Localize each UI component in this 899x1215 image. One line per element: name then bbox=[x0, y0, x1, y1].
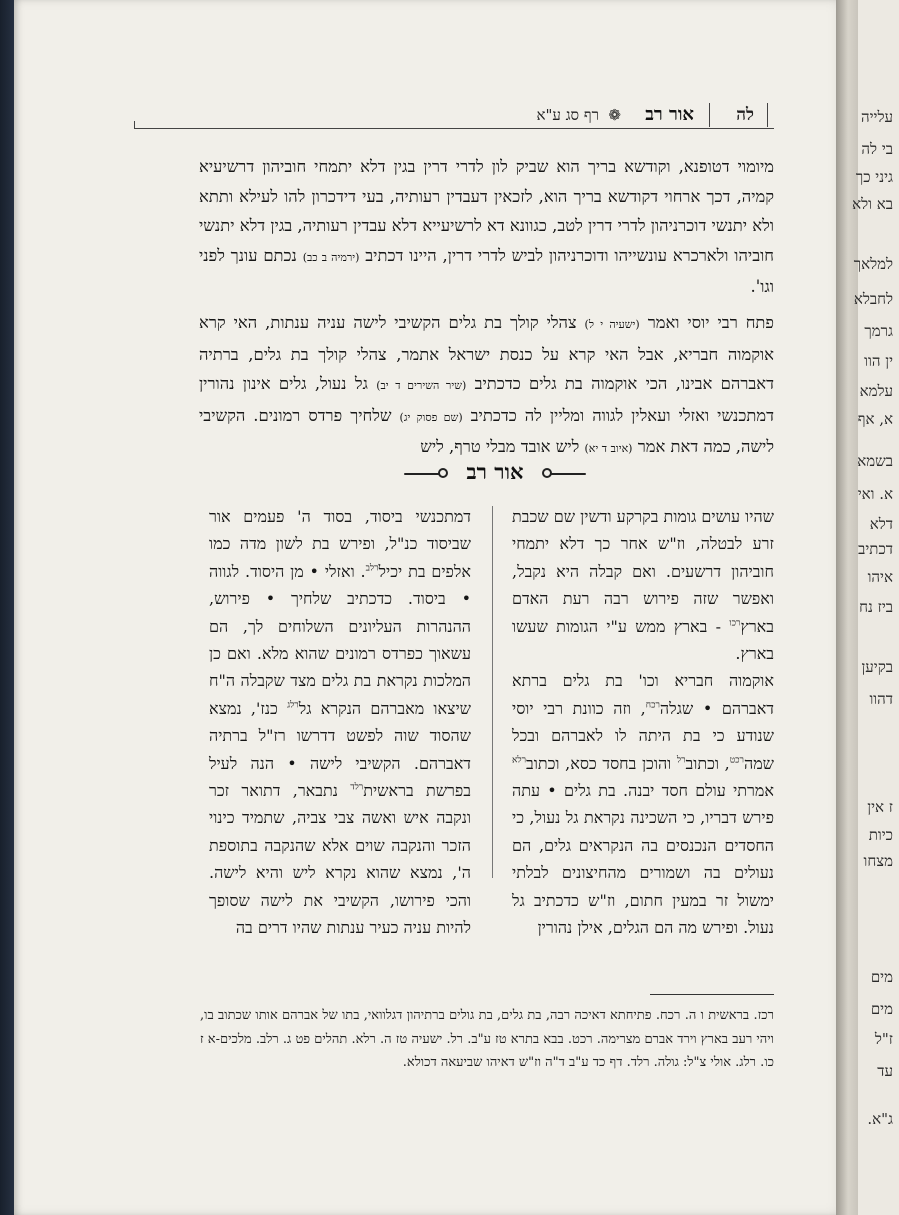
source-citation: (שם פסוק יג) bbox=[399, 410, 463, 424]
commentary-span: נתבאר, דתואר זכר ונקבה איש ואשה צבי צביה, שתמיד כינוי הזכר והנקבה שוים אלא שהנקבה בתוספת ה', נמצא שהוא נקרא ליש והיא לישה. והכי פירושו, הקשיבי את לישה שסופך להיות עניה כעיר ענתות שהיו דרים בה bbox=[209, 781, 471, 938]
header-tick bbox=[134, 121, 135, 129]
facing-page-text-fragment: א. ואי bbox=[857, 485, 893, 503]
commentary-text bbox=[512, 503, 774, 667]
facing-page-text-fragment: מצחו bbox=[863, 852, 893, 870]
paragraph-text: ליש אובד מבלי טרף, ליש bbox=[420, 437, 580, 457]
footnote-marker: רכט bbox=[729, 755, 744, 766]
book-spine-edge bbox=[0, 0, 14, 1215]
main-paragraph bbox=[199, 308, 774, 464]
facing-page-text-fragment: למלאך bbox=[853, 255, 893, 273]
facing-page-text-fragment: עלייה bbox=[861, 108, 893, 126]
page-header bbox=[134, 103, 774, 129]
commentary-span: - בארץ ממש ע"י הגומות שעשו בארץ. bbox=[512, 616, 774, 664]
facing-page-text-fragment: גיני כך bbox=[855, 168, 893, 186]
facing-page-text-fragment: מים bbox=[870, 968, 893, 986]
section-divider bbox=[404, 457, 586, 491]
facing-page-text-fragment: ביז נח bbox=[859, 598, 893, 616]
paragraph-text: מיומוי דטופנא, וקודשא בריך הוא שביק לון לדרי דרין בגין דלא יתמחי חוביהון דרשיעיא קמיה, דכך ארחוי דקודשא בריך הוא, לזכאין דעבדין רעותיה, בעי דידכרון להו לעילא ותתא ולא יתנשי דוכרניהון לדרי דרין לטב, כגוונא דא לרשיעייא דלא עבדין רעותיה, בגין דלא יתנשי חוביהו ולארכרא עונשייהו ודוכרניהון לביש לדרי דרין, היינו דכתיב bbox=[199, 157, 774, 265]
book-page bbox=[14, 0, 852, 1215]
facing-page-edge bbox=[852, 0, 899, 1215]
source-citation: (שיר השירים ד יב) bbox=[376, 379, 467, 393]
main-text bbox=[199, 152, 774, 464]
facing-page-text-fragment: עלמא bbox=[859, 382, 893, 400]
source-citation: (ירמיה ב כב) bbox=[302, 250, 360, 264]
source-citation: (ישעיה י ל) bbox=[584, 317, 640, 331]
facing-page-text-fragment: מים bbox=[870, 1000, 893, 1018]
commentary-span: , וזה כוונת רבי יוסי שנודע כי בת היתה לו לאברהם ובכל שמה bbox=[512, 698, 774, 773]
facing-page-text-fragment: עד bbox=[877, 1062, 893, 1080]
facing-page-text-fragment: איהו bbox=[867, 568, 893, 586]
commentary-span: דמתכנשי ביסוד, בסוד ה' פעמים אור שביסוד כנ"ל, ופירש בת לשון מדה כמו אלפים בת יכיל bbox=[209, 507, 472, 581]
footnote-marker: רל bbox=[676, 755, 686, 766]
commentary-span: . ואזלי • מן היסוד. לגווה • ביסוד. כדכתיב שלחיך • פירוש, ההנהרות העליונים השלוחים לך, הם עשאוך כפרדס רמונים שהוא מלא. ואם כן המלכות נקראת בת גלים מצד שקבלה ה"ח שיצאו מאברהם הנקרא גל bbox=[209, 561, 472, 718]
commentary-text bbox=[512, 667, 774, 941]
footnote-marker: רלד bbox=[350, 782, 364, 793]
facing-page-text-fragment: דכתיב bbox=[858, 540, 893, 558]
main-paragraph bbox=[199, 152, 774, 302]
running-title: אור רב bbox=[645, 104, 694, 125]
footnote-marker: רכח bbox=[645, 700, 660, 711]
commentary-span: שהיו עושים גומות בקרקע ודשין שם שכבת זרע לבטלה, וז"ש אחר כך דלא יתמחי חוביהון דרשעים. ואם קבלה היא נקבל, ואפשר שזה פירוש רבה רעת האדם בארץ bbox=[512, 507, 774, 636]
facing-page-text-fragment: ז אין bbox=[867, 798, 893, 816]
facing-page-text-fragment: בקיען bbox=[861, 658, 893, 676]
paragraph-text: פתח רבי יוסי ואמר bbox=[647, 312, 774, 332]
footnote-rule bbox=[650, 994, 774, 995]
facing-page-text-fragment: ג"א. bbox=[867, 1110, 893, 1128]
ornament-icon: ❁ bbox=[608, 106, 621, 124]
commentary-text bbox=[209, 503, 471, 942]
commentary-span: אמרתי עולם חסד יבנה. בת גלים • עתה פירש דבריו, כי השכינה נקראת גל נעול, כי החסדים הנכנסים בה הנקראים גלים, הם נעולים בה ושמורים מהחיצונים לבלתי ימשול זר במעין חתום, וז"ש כדכתיב גל נעול. ופירש מה הם הגלים, אילן נהורין bbox=[512, 781, 774, 938]
commentary-span: אוקמוה חבריא וכו' בת גלים ברתא דאברהם • שגלה bbox=[512, 671, 774, 718]
facing-page-text-fragment: גרמך bbox=[864, 322, 893, 340]
paragraph-text: שלחיך פרדס רמונים. הקשיבי לישה, כמה דאת אמר bbox=[199, 405, 774, 457]
paragraph-text: גל נעול, גלים אינון נהורין דמתכנשי ואזלי ועאלין לגווה ומליין לה כדכתיב bbox=[199, 374, 774, 425]
footnote-marker: רלג bbox=[287, 700, 299, 711]
commentary-column-right bbox=[512, 503, 774, 942]
facing-page-text-fragment: לחבלא bbox=[853, 290, 893, 308]
facing-page-text-fragment: כיות bbox=[868, 826, 893, 844]
footnote-marker: רלב bbox=[365, 563, 379, 574]
facing-page-text-fragment: דהוו bbox=[869, 690, 893, 708]
book-gutter bbox=[836, 0, 858, 1215]
footnote-marker: רלא bbox=[512, 755, 527, 766]
folio-reference: רף סג ע"א bbox=[536, 106, 599, 124]
facing-page-text-fragment: בשמא bbox=[857, 452, 893, 470]
facing-page-text-fragment: בי לה bbox=[861, 140, 893, 158]
commentary-column-left bbox=[209, 503, 471, 942]
footnote-marker: רכו bbox=[729, 618, 741, 629]
commentary-span: , וכתוב bbox=[685, 753, 730, 773]
facing-page-text-fragment: בא ולא bbox=[852, 195, 893, 213]
header-separator bbox=[767, 103, 768, 127]
paragraph-text: צהלי קולך בת גלים הקשיבי לישה עניה ענתות, האי קרא אוקמוה חבריא, אבל האי קרא על כנסת ישראל אתמר, צהלי קולך בת גלים, ברתיה דאברהם אבינו, הכי אוקמוה בת גלים כדכתיב bbox=[199, 312, 775, 394]
divider-flourish bbox=[550, 473, 586, 475]
commentary-span: כנז', נמצא שהסוד שוה לפשט דדרשו רז"ל ברתיה דאברהם. הקשיבי לישה • הנה לעיל בפרשת בראשית bbox=[209, 698, 472, 801]
facing-page-text-fragment: דלא bbox=[869, 515, 893, 533]
header-rule bbox=[134, 128, 774, 129]
page-number: לה bbox=[736, 105, 754, 125]
facing-page-text-fragment: ין הוו bbox=[864, 352, 893, 370]
facing-page-text-fragment: ז"ל bbox=[874, 1030, 893, 1048]
commentary-span: והוכן בחסד כסא, וכתוב bbox=[526, 753, 677, 773]
section-title: אור רב bbox=[466, 459, 524, 484]
column-divider bbox=[492, 506, 493, 878]
source-citation: (איוב ד יא) bbox=[584, 442, 633, 456]
paragraph-text: נכתם עונך לפני וגו'. bbox=[199, 245, 774, 297]
footnotes: רכז. בראשית ו ה. רכח. פתיחתא דאיכה רבה, בת גלים, בת גולים ברתיהון דגלוואי, בתו של אברהם אותו שכתוב בו, ויהי רעב בארץ וירד אברם מצרימה. רכט. בבא בתרא טז ע"ב. רל. ישעיה טז ה. רלא. תהלים פט ג. רלב. מלכים-א ז כו. רלג. אולי צ"ל: גולה. רלד. דף כד ע"ב ד"ה וז"ש דאיהו שביעאה דכולא. bbox=[200, 1008, 774, 1071]
header-separator bbox=[709, 103, 710, 127]
facing-page-text-fragment: א, אף bbox=[857, 410, 893, 428]
